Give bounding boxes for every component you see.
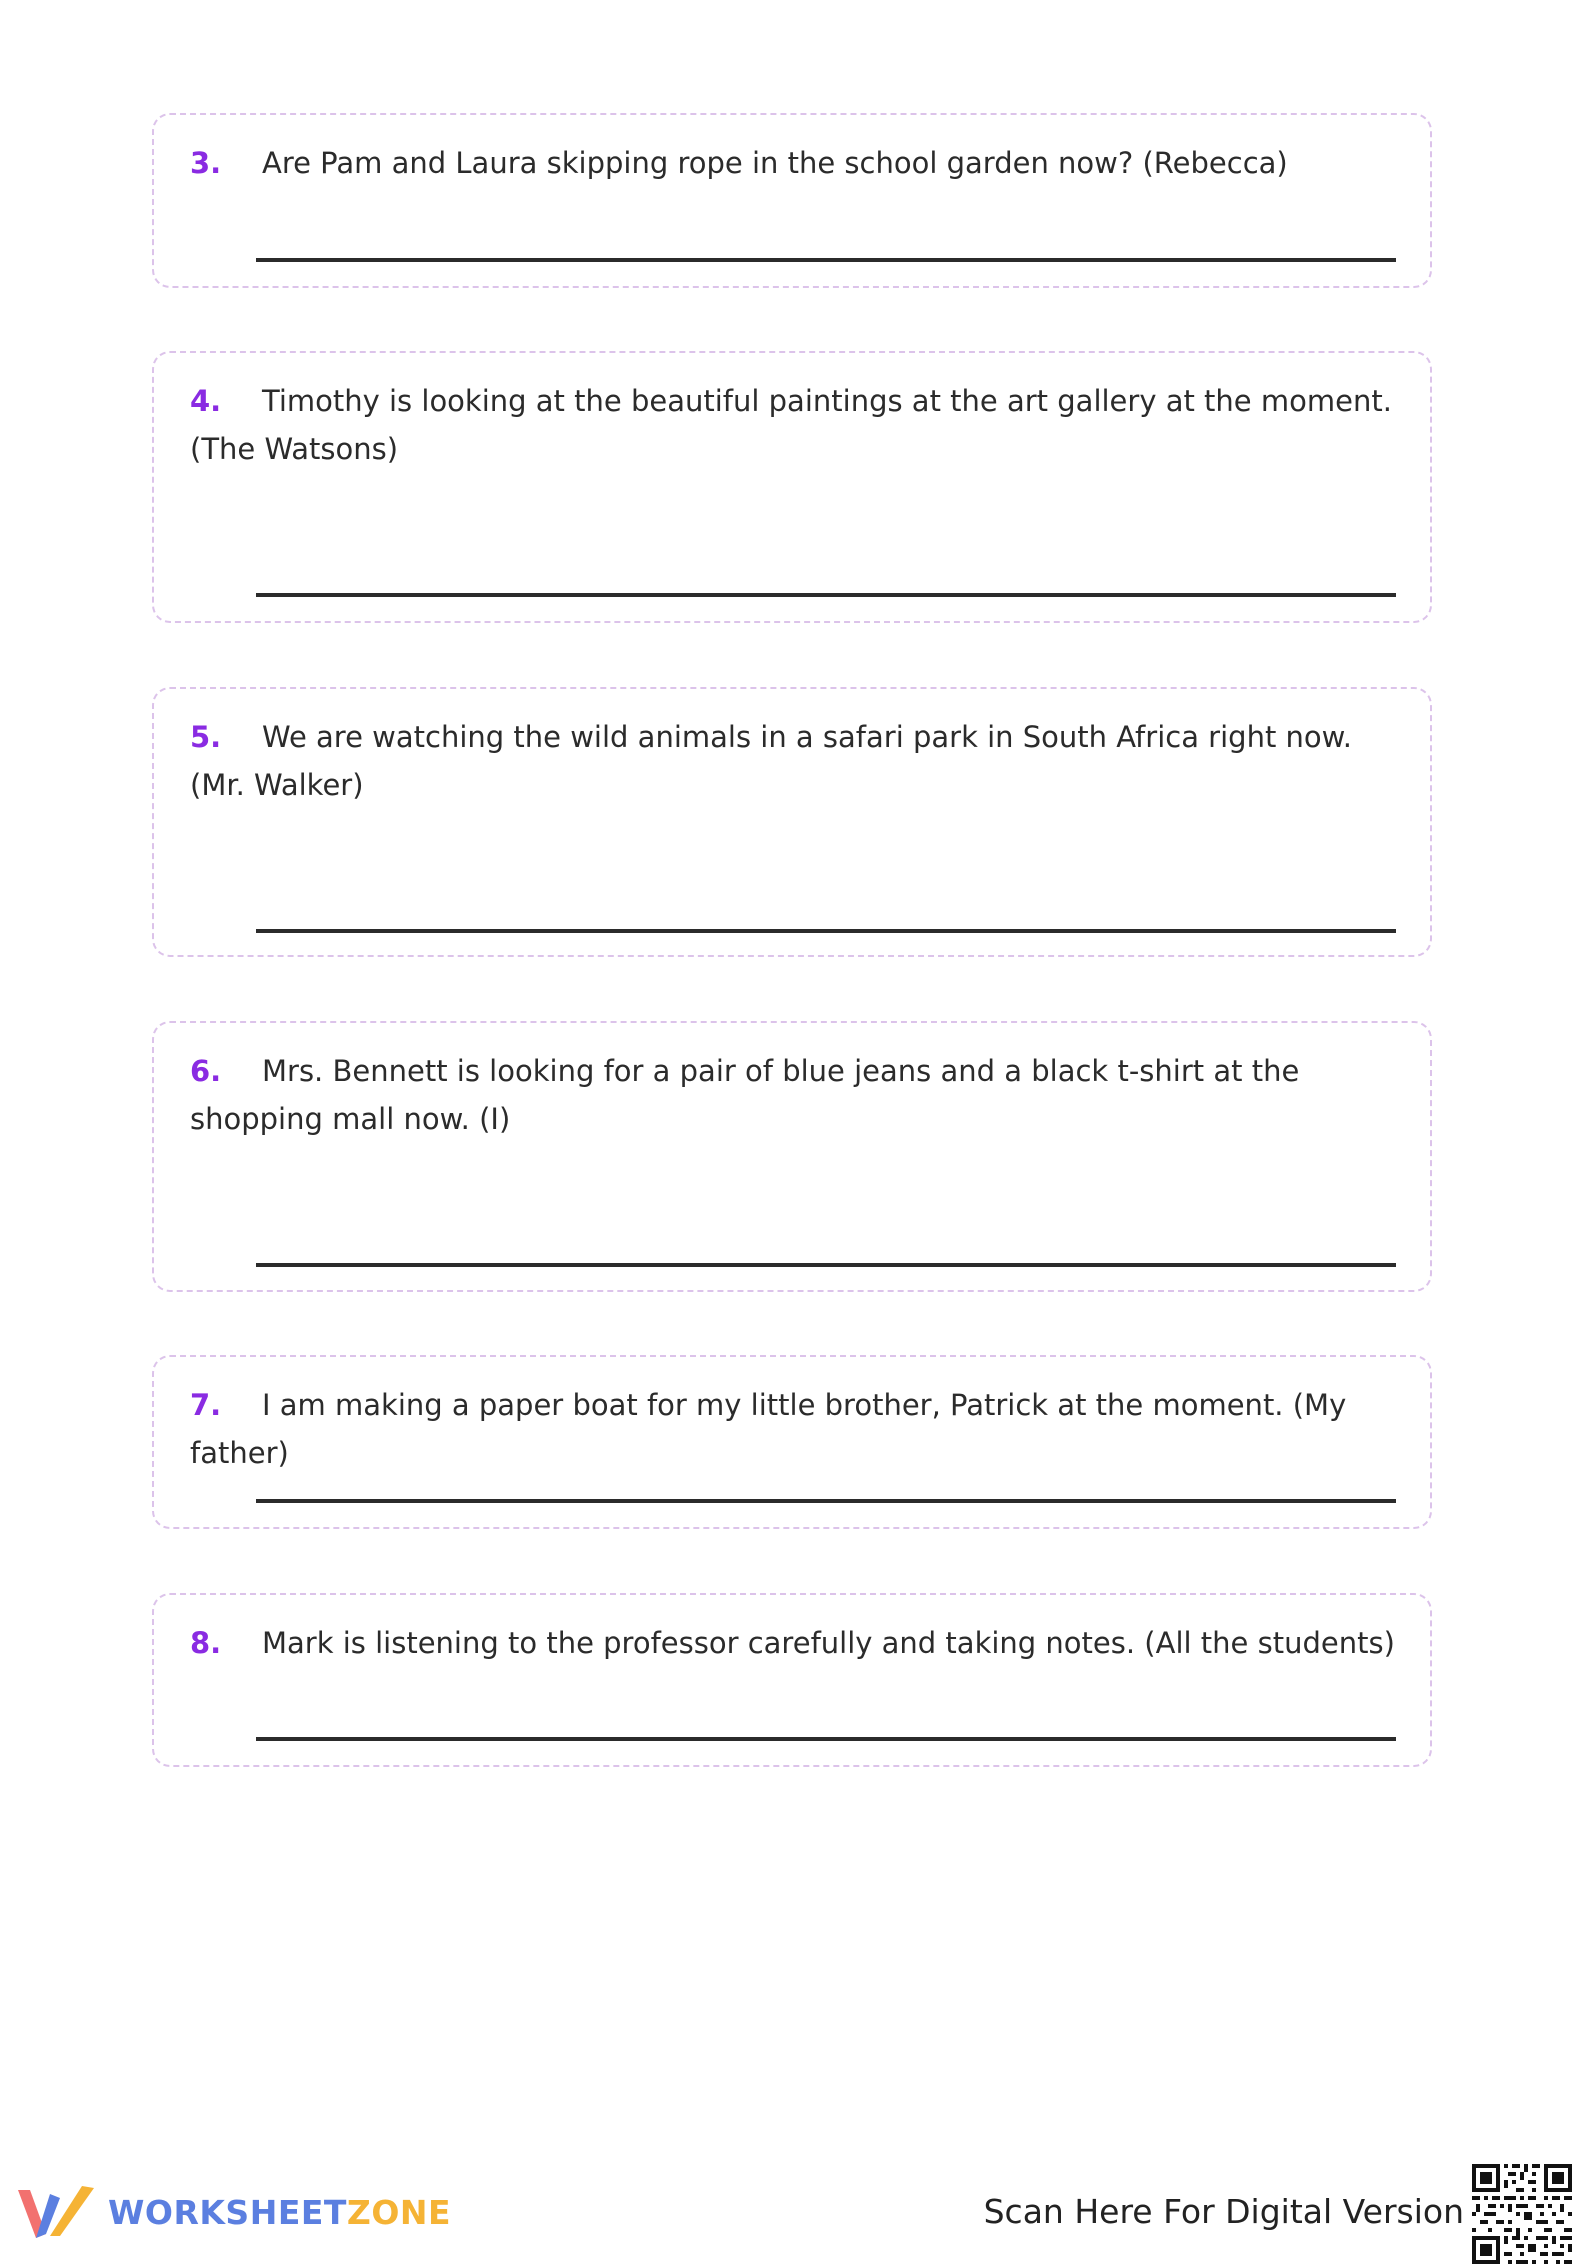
question-sentence: Mark is listening to the professor carefully and taking notes. (All the students)	[262, 1626, 1395, 1660]
question-text	[190, 139, 1396, 187]
brand-logo[interactable]	[16, 2182, 451, 2242]
question-text	[190, 1381, 1396, 1477]
question-text	[190, 713, 1396, 809]
qr-code-icon[interactable]	[1468, 2160, 1576, 2268]
brand-name-part2: ZONE	[346, 2192, 452, 2232]
answer-line[interactable]	[256, 593, 1396, 597]
answer-line[interactable]	[256, 1499, 1396, 1503]
footer	[0, 2160, 1588, 2244]
question-sentence: Are Pam and Laura skipping rope in the school garden now? (Rebecca)	[262, 146, 1288, 180]
question-card-8	[152, 1593, 1432, 1767]
question-card-7	[152, 1355, 1432, 1529]
question-card-3	[152, 113, 1432, 288]
question-text	[190, 1047, 1396, 1143]
question-number: 8.	[190, 1626, 222, 1660]
brand-name	[108, 2193, 451, 2232]
question-number: 7.	[190, 1388, 222, 1422]
question-card-6	[152, 1021, 1432, 1292]
question-text	[190, 1619, 1396, 1667]
question-text	[190, 377, 1396, 473]
answer-line[interactable]	[256, 929, 1396, 933]
answer-line[interactable]	[256, 258, 1396, 262]
question-number: 4.	[190, 384, 222, 418]
worksheetzone-logo-icon	[16, 2184, 96, 2240]
question-number: 5.	[190, 720, 222, 754]
question-number: 3.	[190, 146, 222, 180]
question-number: 6.	[190, 1054, 222, 1088]
answer-line[interactable]	[256, 1263, 1396, 1267]
question-card-4	[152, 351, 1432, 623]
answer-line[interactable]	[256, 1737, 1396, 1741]
question-sentence: We are watching the wild animals in a safari park in South Africa right now. (Mr. Walker)	[190, 720, 1352, 802]
brand-name-part1: WORKSHEET	[108, 2192, 347, 2232]
question-card-5	[152, 687, 1432, 957]
scan-label: Scan Here For Digital Version	[983, 2192, 1464, 2231]
question-sentence: Mrs. Bennett is looking for a pair of blue jeans and a black t-shirt at the shopping mall now. (I)	[190, 1054, 1300, 1136]
question-sentence: Timothy is looking at the beautiful paintings at the art gallery at the moment. (The Watsons)	[190, 384, 1392, 466]
question-sentence: I am making a paper boat for my little brother, Patrick at the moment. (My father)	[190, 1388, 1347, 1470]
